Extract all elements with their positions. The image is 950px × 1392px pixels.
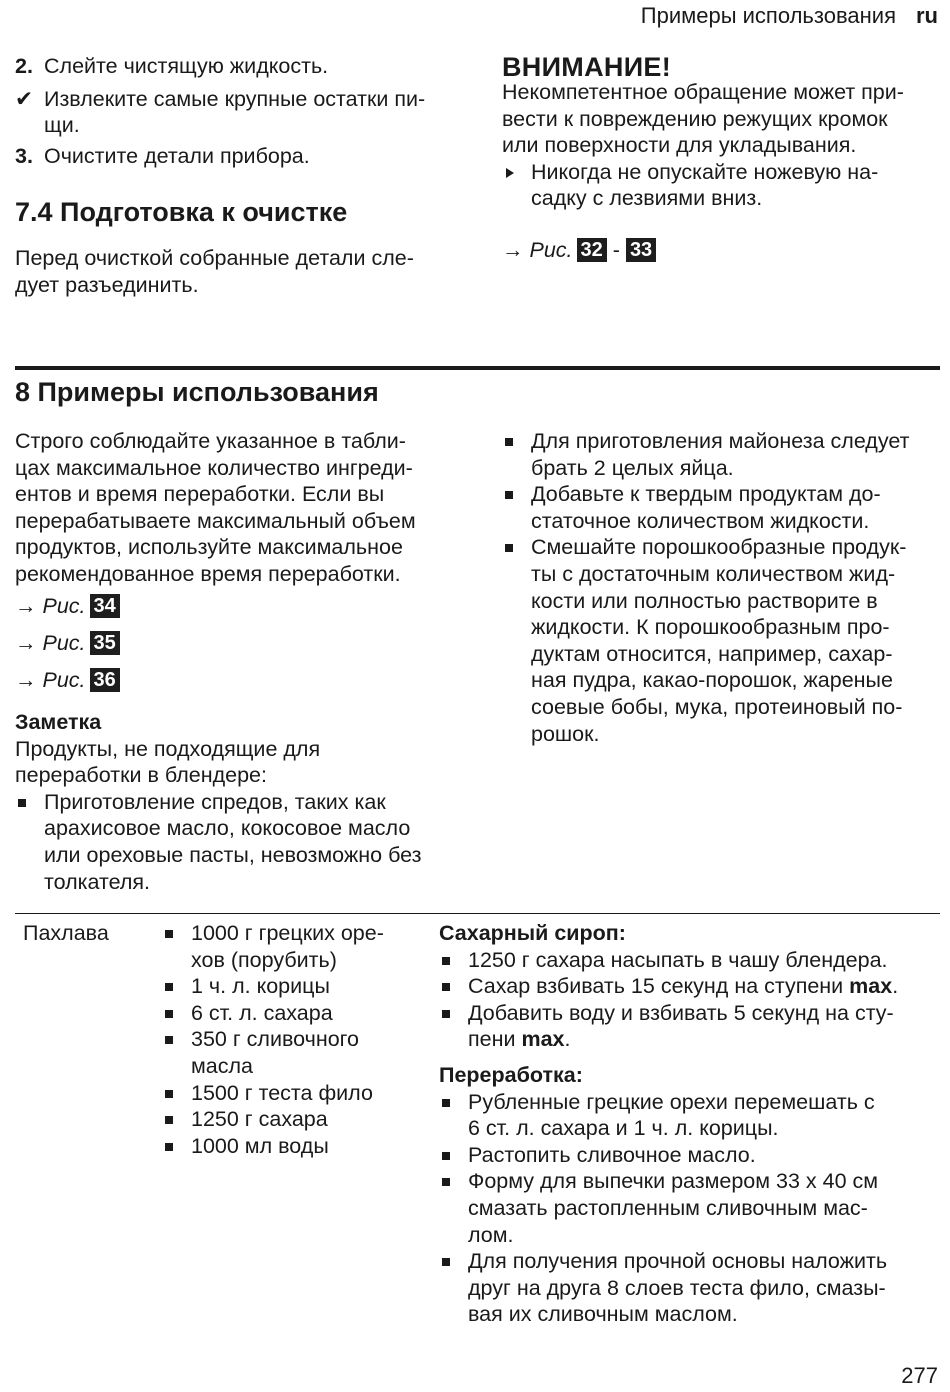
speed-setting: max [521, 1027, 565, 1052]
figure-badge: 35 [90, 631, 120, 655]
text-line: переработки в блендере: [15, 763, 267, 788]
speed-setting: max [849, 974, 893, 999]
ingredients-list [162, 920, 432, 1159]
figure-reference [15, 628, 120, 658]
square-bullet-icon [442, 1152, 450, 1160]
text-line: перерабатываете максимальный объем [15, 508, 416, 533]
text-line: статочное количеством жидкости. [531, 508, 870, 533]
text-line: Смешайте порошкообразные продук- [531, 535, 907, 560]
text-line: Некомпетентное обращение может при- [502, 80, 904, 104]
text-line: продуктов, используйте максимальное [15, 535, 403, 560]
running-header [641, 3, 938, 29]
square-bullet-icon [165, 1010, 173, 1018]
process-step [439, 1089, 944, 1142]
text-line: или ореховые пасты, невозможно без [44, 842, 422, 867]
ingredient-item [162, 973, 432, 1000]
ingredient-item [162, 920, 432, 973]
syrup-title: Сахарный сироп: [439, 921, 626, 945]
square-bullet-icon [505, 491, 513, 499]
arrow-icon: → [15, 631, 37, 655]
check-icon: ✔ [15, 86, 34, 111]
syrup-step [439, 973, 944, 1000]
text-line: рекомендованное время переработки. [15, 561, 401, 586]
cleaning-steps [15, 53, 455, 169]
text-line: Растопить сливочное масло. [468, 1142, 756, 1167]
syrup-step [439, 947, 944, 974]
text-line: Продукты, не подходящие для [15, 736, 321, 761]
section-8-intro [15, 428, 455, 588]
square-bullet-icon [442, 1099, 450, 1107]
text-line: арахисовое масло, кокосовое масло [44, 816, 411, 841]
step-item [15, 143, 455, 170]
ingredient-item [162, 1026, 432, 1079]
square-bullet-icon [165, 983, 173, 991]
step-line: Очистите детали прибора. [44, 143, 310, 168]
figure-prefix: Рис. [42, 668, 86, 692]
figure-badge: 33 [626, 238, 656, 262]
figure-prefix: Рис. [529, 238, 573, 262]
text-line: 1500 г теста фило [191, 1080, 373, 1105]
text-line: цах максимальное количество ингреди- [15, 455, 413, 480]
text-line: Строго соблюдайте указанное в табли- [15, 429, 406, 453]
page-number: 277 [901, 1363, 938, 1388]
text-line: 1 ч. л. корицы [191, 974, 330, 999]
text-line: ты с достаточным количеством жид- [531, 561, 896, 586]
figure-badge: 36 [90, 668, 120, 692]
square-bullet-icon [165, 930, 173, 938]
text-line: Для приготовления майонеза следует [531, 429, 910, 453]
text-line: 6 ст. л. сахара [191, 1000, 333, 1025]
process-step [439, 1248, 944, 1328]
square-bullet-icon [165, 1143, 173, 1151]
warning-bullet [502, 159, 942, 212]
step-line: Слейте чистящую жидкость. [44, 54, 329, 78]
square-bullet-icon [165, 1036, 173, 1044]
spacer [439, 1053, 944, 1062]
text-line: рошок. [531, 721, 600, 746]
figure-reference [502, 235, 656, 265]
square-bullet-icon [442, 1178, 450, 1186]
text-line [468, 973, 944, 1000]
text-line: дует разъединить. [15, 272, 199, 297]
tip-bullet [502, 481, 942, 534]
warning-text [502, 79, 942, 212]
step-line: щи. [44, 113, 80, 138]
text-line: садку с лезвиями вниз. [531, 186, 763, 211]
header-title: Примеры использования [640, 3, 896, 28]
recipe-name: Пахлава [23, 921, 109, 945]
text-line: кости или полностью растворите в [531, 588, 878, 613]
text-line: 1250 г сахара [191, 1107, 328, 1132]
text-line: 350 г сливочного [191, 1027, 359, 1052]
step-item [15, 86, 455, 139]
step-line: Извлеките самые крупные остатки пи- [44, 86, 426, 111]
text-span: . [892, 974, 899, 999]
figure-reference [15, 591, 120, 621]
text-line: Рубленные грецкие орехи перемешать с [468, 1089, 875, 1114]
process-step [439, 1142, 944, 1169]
text-line: ная пудра, какао-порошок, жареные [531, 668, 893, 693]
square-bullet-icon [442, 983, 450, 991]
text-span: пени [468, 1027, 522, 1052]
text-line: толкателя. [44, 869, 151, 894]
text-line: Приготовление спредов, таких как [44, 789, 386, 814]
figure-range-dash: - [612, 238, 620, 262]
ingredient-item [162, 1000, 432, 1027]
text-line: Для получения прочной основы наложить [468, 1249, 888, 1274]
ingredient-item [162, 1133, 432, 1160]
step-item [15, 53, 455, 80]
square-bullet-icon [165, 1116, 173, 1124]
arrow-icon: → [502, 238, 524, 262]
section-7-4-title: 7.4 Подготовка к очистке [15, 197, 348, 227]
text-line: Форму для выпечки размером 33 x 40 см [468, 1169, 879, 1194]
text-line: жидкости. К порошкообразным про- [531, 615, 890, 640]
text-line: вести к повреждению режущих кромок [502, 106, 888, 131]
text-line: 6 ст. л. сахара и 1 ч. л. корицы. [468, 1116, 779, 1141]
warning-title: ВНИМАНИЕ! [502, 52, 671, 82]
text-line: 1000 г грецких оре- [191, 921, 384, 945]
figure-badge: 34 [90, 594, 120, 618]
note-bullet [15, 789, 455, 895]
text-line: Добавьте к твердым продуктам до- [531, 482, 881, 507]
recipe-instructions [439, 920, 944, 1328]
square-bullet-icon [442, 1010, 450, 1018]
text-line: соевые бобы, мука, протеиновый по- [531, 694, 903, 719]
section-8-title: 8 Примеры использования [15, 377, 379, 407]
figure-badge: 32 [577, 238, 607, 262]
table-top-rule [15, 913, 940, 914]
triangle-bullet-icon [506, 168, 514, 178]
square-bullet-icon [18, 799, 26, 807]
syrup-step [439, 1000, 944, 1053]
figure-prefix: Рис. [42, 594, 86, 618]
text-line: 1250 г сахара насыпать в чашу блендера. [468, 947, 888, 972]
text-line: друг на друга 8 слоев теста фило, смазы- [468, 1275, 886, 1300]
arrow-icon: → [15, 668, 37, 692]
square-bullet-icon [505, 438, 513, 446]
tip-bullet [502, 428, 942, 481]
ingredient-item [162, 1080, 432, 1107]
section-divider [15, 366, 940, 370]
text-line: хов (порубить) [191, 947, 337, 972]
text-line: ентов и время переработки. Если вы [15, 482, 385, 507]
text-line: Перед очисткой собранные детали сле- [15, 246, 414, 270]
text-line: дуктам относится, например, сахар- [531, 641, 893, 666]
language-code: ru [916, 3, 938, 28]
text-line: или поверхности для укладывания. [502, 133, 857, 158]
note-block [15, 709, 455, 895]
step-number: 2. [15, 54, 33, 78]
text-line: масла [191, 1053, 253, 1078]
step-number: 3. [15, 143, 33, 168]
text-line [468, 1026, 944, 1053]
arrow-icon: → [15, 594, 37, 618]
section-7-4-text [15, 245, 455, 298]
square-bullet-icon [442, 1258, 450, 1266]
text-line: Добавить воду и взбивать 5 секунд на сту- [468, 1000, 894, 1025]
square-bullet-icon [165, 1090, 173, 1098]
process-title: Переработка: [439, 1062, 583, 1087]
text-line: брать 2 целых яйца. [531, 455, 734, 480]
figure-prefix: Рис. [42, 631, 86, 655]
ingredient-item [162, 1106, 432, 1133]
text-line: смазать растопленным сливочным мас- [468, 1195, 868, 1220]
tip-bullet [502, 534, 942, 747]
text-line: лом. [468, 1222, 514, 1247]
note-title: Заметка [15, 710, 102, 734]
figure-reference [15, 665, 120, 695]
square-bullet-icon [505, 544, 513, 552]
text-line: Никогда не опускайте ножевую на- [531, 159, 879, 184]
text-span: Сахар взбивать 15 секунд на ступени [468, 974, 850, 999]
text-line: 1000 мл воды [191, 1133, 329, 1158]
text-line: вая их сливочным маслом. [468, 1302, 738, 1327]
text-span: . [564, 1027, 571, 1052]
process-step [439, 1168, 944, 1248]
usage-tips [502, 428, 942, 747]
square-bullet-icon [442, 957, 450, 965]
